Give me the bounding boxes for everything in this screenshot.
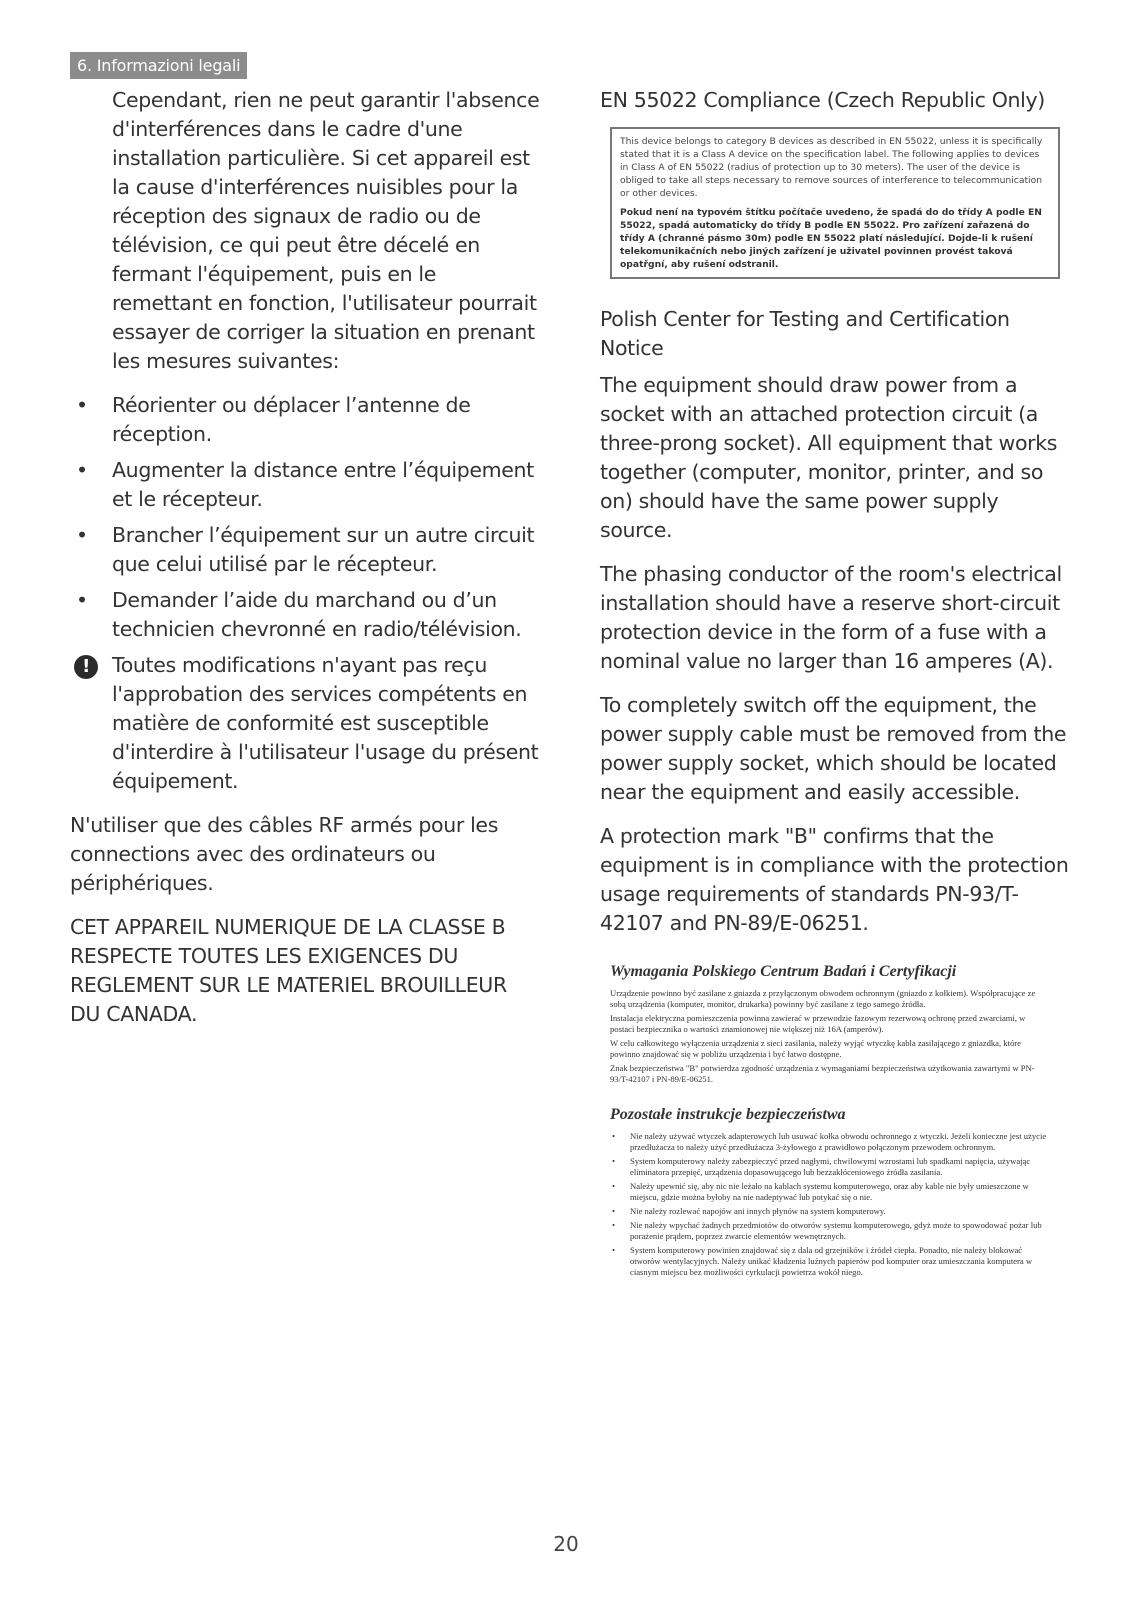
fcc-intro-paragraph: Cependant, rien ne peut garantir l'absence d'interférences dans le cadre d'une installation particulière. Si cet appareil est la cause d'interférences nuisibles pour la réception des signaux de radio ou de télévision, ce qui peut être décelé en fermant l'équipement, puis en le remettant en fonction, l'utilisateur pourrait essayer de corriger la situation en prenant les mesures suivantes: xyxy=(112,88,540,373)
list-item-text: Należy upewnić się, aby nic nie leżało na kablach systemu komputerowego, oraz aby kable nie były umieszczone w miejscu, gdzie można byłoby na nie nadeptywać lub potykać się o nie. xyxy=(630,1181,1029,1202)
paragraph: To completely switch off the equipment, the power supply cable must be removed from the power supply socket, which should be located near the equipment and easily accessible. xyxy=(600,693,1067,804)
en55022-english-text: This device belongs to category B devices as described in EN 55022, unless it is specifically stated that it is a Class A device on the specification label. The following applies to devices in Class A of EN 55022 (radius of protection up to 30 meters). The user of the device is obliged to take all steps necessary to remove sources of interference to telecommunication or other devices. xyxy=(620,136,1043,199)
en55022-heading: EN 55022 Compliance (Czech Republic Only) xyxy=(600,88,1045,112)
warning-note xyxy=(70,651,540,796)
polish-paragraph: W celu całkowitego wyłączenia urządzenia z sieci zasilania, należy wyjąć wtyczkę kabla zasilającego z gniazdka, które powinno znajdować się w pobliżu urządzenia i być łatwo dostępne. xyxy=(610,1038,1021,1059)
list-item-text: Augmenter la distance entre l’équipement et le récepteur. xyxy=(112,458,534,511)
list-item-text: Brancher l’équipement sur un autre circuit que celui utilisé par le récepteur. xyxy=(112,523,535,576)
polish-safety-title: Pozostałe instrukcje bezpieczeństwa xyxy=(610,1106,846,1123)
list-item-text: Nie należy rozlewać napojów ani innych płynów na system komputerowy. xyxy=(630,1206,886,1216)
bullet-marker: • xyxy=(612,1181,616,1191)
list-item xyxy=(610,1245,1050,1278)
exclamation-circle-icon: ! xyxy=(74,655,98,679)
bullet-marker: • xyxy=(76,523,88,547)
page-number: 20 xyxy=(553,1532,579,1556)
section-tab: 6. Informazioni legali xyxy=(70,52,247,79)
list-item-text: Nie należy wpychać żadnych przedmiotów do otworów systemu komputerowego, gdyż może to spowodować pożar lub porażenie prądem, poprzez zwarcie elementów wewnętrznych. xyxy=(630,1220,1042,1241)
paragraph: A protection mark "B" confirms that the equipment is in compliance with the protection usage requirements of standards PN-93/T-42107 and PN-89/E-06251. xyxy=(600,824,1069,935)
bullet-marker: • xyxy=(612,1220,616,1230)
polish-requirements-image xyxy=(610,962,1050,1278)
polish-safety-list xyxy=(610,1131,1050,1278)
bullet-marker: • xyxy=(612,1245,616,1255)
polish-requirements-title: Wymagania Polskiego Centrum Badań i Certyfikacji xyxy=(610,963,957,980)
bullet-marker: • xyxy=(76,588,88,612)
polish-center-heading: Polish Center for Testing and Certification Notice xyxy=(600,307,1010,360)
list-item-text: System komputerowy należy zabezpieczyć przed nagłymi, chwilowymi wzrostami lub spadkami napięcia, używając eliminatora przepięć, urządzenia dopasowującego lub bezzakłóceniowego źródła zasilania. xyxy=(630,1156,1031,1177)
en55022-notice-image xyxy=(610,127,1060,279)
list-item xyxy=(70,391,540,449)
list-item xyxy=(610,1156,1050,1178)
bullet-marker: • xyxy=(76,458,88,482)
left-column xyxy=(70,86,540,1029)
paragraph: The equipment should draw power from a socket with an attached protection circuit (a three-prong socket). All equipment that works together (computer, monitor, printer, and so on) should have the same power supply source. xyxy=(600,373,1058,542)
list-item-text: Réorienter ou déplacer l’antenne de réception. xyxy=(112,393,471,446)
polish-paragraph: Instalacja elektryczna pomieszczenia powinna zawierać w przewodzie fazowym rezerwową ochronę przed zwarciami, w postaci bezpiecznika o wartości znamionowej nie większej niż 16A (amperów). xyxy=(610,1013,1026,1034)
list-item-text: Demander l’aide du marchand ou d’un technicien chevronné en radio/télévision. xyxy=(112,588,522,641)
polish-paragraph: Znak bezpieczeństwa "B" potwierdza zgodność urządzenia z wymaganiami bezpieczeństwa użytkowania zawartymi w PN-93/T-42107 i PN-89/E-06251. xyxy=(610,1063,1035,1084)
canada-compliance-note: CET APPAREIL NUMERIQUE DE LA CLASSE B RESPECTE TOUTES LES EXIGENCES DU REGLEMENT SUR LE MATERIEL BROUILLEUR DU CANADA. xyxy=(70,915,507,1026)
list-item xyxy=(70,586,540,644)
en55022-czech-text: Pokud není na typovém štítku počítače uvedeno, že spadá do do třídy A podle EN 55022, spadá automaticky do třídy B podle EN 55022. Pro zařízení zařazená do třídy A (chranné pásmo 30m) podle EN 55022 platí následující. Dojde-li k rušení telekomunikačních nebo jiných zařízení je uživatel povinnen provést taková opatřgní, aby rušení odstranil. xyxy=(620,207,1042,270)
list-item xyxy=(610,1220,1050,1242)
polish-paragraph: Urządzenie powinno być zasilane z gniazda z przyłączonym obwodem ochronnym (gniazdo z kołkiem). Współpracujące ze sobą urządzenia (komputer, monitor, drukarka) powinny być zasilane z tego samego źródła. xyxy=(610,988,1036,1009)
list-item xyxy=(610,1181,1050,1203)
bullet-marker: • xyxy=(612,1131,616,1141)
bullet-marker: • xyxy=(612,1156,616,1166)
bullet-marker: • xyxy=(612,1206,616,1216)
list-item-text: Nie należy używać wtyczek adapterowych lub usuwać kołka obwodu ochronnego z wtyczki. Jeżeli konieczne jest użycie przedłużacza to należy użyć przedłużacza 3-żyłowego z prawidłowo połączonym przewodem ochronnym. xyxy=(630,1131,1047,1152)
list-item-text: System komputerowy powinien znajdować się z dala od grzejników i źródeł ciepła. Ponadto, nie należy blokować otworów wentylacyjnych. Należy unikać kładzenia luźnych papierów pod komputer oraz umieszczania komputera w ciasnym miejscu bez możliwości cyrkulacji powietrza wokół niego. xyxy=(630,1245,1033,1277)
list-item xyxy=(70,456,540,514)
bullet-marker: • xyxy=(76,393,88,417)
paragraph: The phasing conductor of the room's electrical installation should have a reserve short-circuit protection device in the form of a fuse with a nominal value no larger than 16 amperes (A). xyxy=(600,562,1062,673)
list-item xyxy=(610,1206,1050,1217)
right-column xyxy=(600,86,1070,1281)
rf-cable-note: N'utiliser que des câbles RF armés pour les connections avec des ordinateurs ou périphériques. xyxy=(70,813,499,895)
list-item xyxy=(610,1131,1050,1153)
list-item xyxy=(70,521,540,579)
warning-text: Toutes modifications n'ayant pas reçu l'approbation des services compétents en matière de conformité est susceptible d'interdire à l'utilisateur l'usage du présent équipement. xyxy=(112,653,539,793)
remedy-list xyxy=(70,391,540,644)
